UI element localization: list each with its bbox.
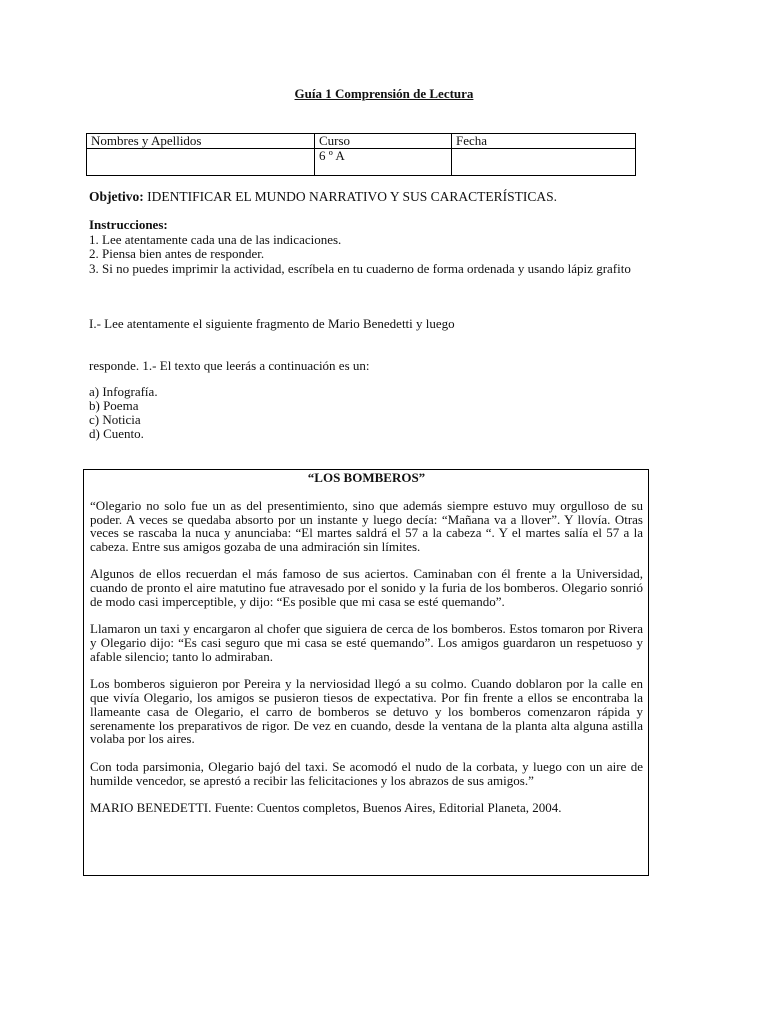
value-nombres: [87, 149, 315, 176]
info-header-row: [87, 134, 636, 149]
story-box: [83, 469, 649, 876]
option-a: a) Infografía.: [89, 384, 158, 399]
value-fecha: [452, 149, 636, 176]
instructions-heading: Instrucciones:: [89, 217, 168, 232]
header-curso: Curso: [315, 134, 452, 149]
story-paragraph: “Olegario no solo fue un as del presentimiento, sino que además siempre estuvo muy orgulloso de su poder. A veces se quedaba absorto por un instante y luego decía: “Mañana va a llover”. Y llovía. Otras veces se rascaba la nuca y anunciaba: “El martes saldrá el 57 a la cabeza “. Y el martes salía el 57 a la cabeza. Entre sus amigos gozaba de una admiración sin límites.: [90, 497, 643, 555]
objective: [89, 189, 557, 205]
header-fecha: Fecha: [452, 134, 636, 149]
story-paragraph: Llamaron un taxi y encargaron al chofer que siguiera de cerca de los bomberos. Estos tomaron por Rivera y Olegario dijo: “Es casi seguro que mi casa se esté quemando”. Los amigos guardaron un respetuoso y afable silencio; tanto lo admiraban.: [90, 621, 643, 664]
instruction-item: 2. Piensa bien antes de responder.: [89, 246, 265, 261]
story-paragraph: Los bomberos siguieron por Pereira y la nerviosidad llegó a su colmo. Cuando doblaron por la calle en que vivía Olegario, los amigos se pusieron tiesos de expectativa. Por fin frente a ellos se encontraba la llameante casa de Olegario, el carro de bomberos se detuvo y los bomberos comenzaron rápida y serenamente los preparativos de rigor. De vez en cuando, desde la ventana de la planta alta alguna astilla volaba por los aires.: [90, 676, 643, 747]
story-paragraph: Con toda parsimonia, Olegario bajó del taxi. Se acomodó el nudo de la corbata, y luego con un aire de humilde vencedor, se aprestó a recibir las felicitaciones y los abrazos de sus amigos.”: [90, 758, 643, 788]
story-source: MARIO BENEDETTI. Fuente: Cuentos completos, Buenos Aires, Editorial Planeta, 2004.: [90, 799, 562, 815]
option-d: d) Cuento.: [89, 426, 144, 441]
info-value-row: [87, 149, 636, 176]
option-c: c) Noticia: [89, 412, 141, 427]
document-title: Guía 1 Comprensión de Lectura: [294, 86, 474, 101]
objective-label: Objetivo:: [89, 189, 144, 204]
objective-text: IDENTIFICAR EL MUNDO NARRATIVO Y SUS CARACTERÍSTICAS.: [143, 189, 558, 204]
header-nombres: Nombres y Apellidos: [87, 134, 315, 149]
student-info-table: [86, 133, 636, 176]
instruction-item: 3. Si no puedes imprimir la actividad, escríbela en tu cuaderno de forma ordenada y usando lápiz grafito: [89, 260, 631, 276]
instruction-item: 1. Lee atentamente cada una de las indicaciones.: [89, 231, 342, 247]
value-curso: 6 º A: [315, 149, 452, 176]
option-b: b) Poema: [89, 398, 139, 413]
answer-options: [89, 385, 158, 441]
instructions: [89, 218, 649, 276]
question-intro: I.- Lee atentamente el siguiente fragmento de Mario Benedetti y luego: [89, 316, 455, 331]
story-title: “LOS BOMBEROS”: [307, 470, 426, 485]
question-1: responde. 1.- El texto que leerás a continuación es un:: [89, 358, 370, 373]
story-paragraph: Algunos de ellos recuerdan el más famoso de sus aciertos. Caminaban con él frente a la Universidad, cuando de pronto el aire matutino fue atravesado por el sonido y la furia de los bomberos. Olegario sonrió de modo casi imperceptible, y dijo: “Es posible que mi casa se esté quemando”.: [90, 566, 643, 610]
